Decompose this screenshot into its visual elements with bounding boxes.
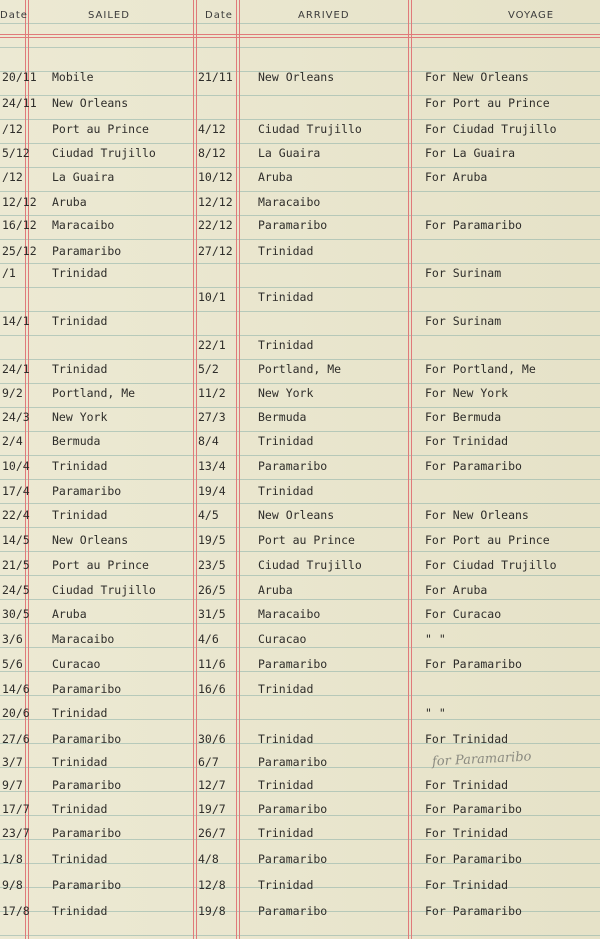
ledger-row	[0, 170, 600, 194]
voyage-destination: For Aruba	[425, 583, 488, 597]
voyage-destination: For Trinidad	[425, 778, 509, 792]
arrived-date: 4/5	[198, 508, 219, 522]
ledger-row	[0, 632, 600, 656]
arrived-port: Bermuda	[258, 410, 307, 424]
voyage-destination: For Trinidad	[425, 732, 509, 746]
sailed-date: 30/5	[2, 607, 30, 621]
arrived-port: La Guaira	[258, 146, 321, 160]
voyage-destination: " "	[425, 706, 446, 720]
handwritten-note: for Paramaribo	[431, 749, 532, 770]
arrived-date: 12/12	[198, 195, 233, 209]
sailed-port: Paramaribo	[52, 778, 122, 792]
sailed-date: /1	[2, 266, 16, 280]
arrived-date: 23/5	[198, 558, 226, 572]
arrived-date: 4/8	[198, 852, 219, 866]
sailed-date: /12	[2, 170, 23, 184]
ledger-row	[0, 410, 600, 434]
sailed-date: 20/6	[2, 706, 30, 720]
sailed-port: Maracaibo	[52, 632, 115, 646]
ledger-row	[0, 459, 600, 483]
arrived-date: 10/12	[198, 170, 233, 184]
voyage-destination: For Curacao	[425, 607, 502, 621]
sailed-port: Trinidad	[52, 266, 108, 280]
sailed-date: 27/6	[2, 732, 30, 746]
voyage-destination: " "	[425, 632, 446, 646]
arrived-date: 21/11	[198, 70, 233, 84]
ledger-row	[0, 778, 600, 802]
ledger-row	[0, 266, 600, 290]
arrived-date: 11/2	[198, 386, 226, 400]
voyage-destination: For Trinidad	[425, 826, 509, 840]
sailed-port: New York	[52, 410, 108, 424]
ledger-row	[0, 244, 600, 268]
header-arrived: ARRIVED	[298, 10, 350, 21]
arrived-date: 6/7	[198, 755, 219, 769]
arrived-date: 11/6	[198, 657, 226, 671]
ledger-row	[0, 146, 600, 170]
arrived-port: Trinidad	[258, 484, 314, 498]
voyage-destination: For Trinidad	[425, 878, 509, 892]
sailed-port: Trinidad	[52, 459, 108, 473]
arrived-date: 30/6	[198, 732, 226, 746]
ledger-row	[0, 96, 600, 120]
sailed-port: Aruba	[52, 195, 87, 209]
sailed-port: Trinidad	[52, 802, 108, 816]
header-date-sailed: Date	[0, 10, 28, 21]
sailed-date: 9/8	[2, 878, 23, 892]
sailed-port: Trinidad	[52, 314, 108, 328]
sailed-date: 1/8	[2, 852, 23, 866]
arrived-date: 4/6	[198, 632, 219, 646]
arrived-port: Aruba	[258, 170, 293, 184]
sailed-date: 24/1	[2, 362, 30, 376]
voyage-destination: For Bermuda	[425, 410, 502, 424]
sailed-date: 14/1	[2, 314, 30, 328]
ledger-row	[0, 290, 600, 314]
sailed-date: 20/11	[2, 70, 37, 84]
sailed-port: Bermuda	[52, 434, 101, 448]
sailed-port: Mobile	[52, 70, 94, 84]
ledger-row	[0, 583, 600, 607]
arrived-port: Ciudad Trujillo	[258, 558, 362, 572]
sailed-port: Paramaribo	[52, 732, 122, 746]
header-rule	[0, 34, 600, 35]
header-rule-double	[0, 37, 600, 38]
arrived-port: Trinidad	[258, 732, 314, 746]
voyage-destination: For Surinam	[425, 266, 502, 280]
arrived-date: 27/3	[198, 410, 226, 424]
arrived-port: Trinidad	[258, 434, 314, 448]
sailed-port: Paramaribo	[52, 244, 122, 258]
arrived-port: New York	[258, 386, 314, 400]
arrived-date: 19/5	[198, 533, 226, 547]
arrived-date: 12/7	[198, 778, 226, 792]
sailed-date: 3/7	[2, 755, 23, 769]
arrived-port: Portland, Me	[258, 362, 342, 376]
sailed-date: 14/6	[2, 682, 30, 696]
sailed-port: Paramaribo	[52, 878, 122, 892]
ledger-row	[0, 852, 600, 876]
arrived-date: 16/6	[198, 682, 226, 696]
arrived-date: 8/12	[198, 146, 226, 160]
sailed-date: 16/12	[2, 218, 37, 232]
arrived-port: Trinidad	[258, 338, 314, 352]
arrived-date: 31/5	[198, 607, 226, 621]
sailed-date: 24/3	[2, 410, 30, 424]
sailed-date: 17/7	[2, 802, 30, 816]
arrived-port: New Orleans	[258, 70, 335, 84]
sailed-port: Paramaribo	[52, 826, 122, 840]
sailed-date: 9/2	[2, 386, 23, 400]
sailed-port: Trinidad	[52, 852, 108, 866]
arrived-port: Trinidad	[258, 682, 314, 696]
ledger-row	[0, 218, 600, 242]
sailed-date: 23/7	[2, 826, 30, 840]
arrived-port: Ciudad Trujillo	[258, 122, 362, 136]
sailed-port: Aruba	[52, 607, 87, 621]
sailed-date: 5/12	[2, 146, 30, 160]
arrived-port: Port au Prince	[258, 533, 355, 547]
arrived-port: Curacao	[258, 632, 307, 646]
arrived-port: Paramaribo	[258, 904, 328, 918]
arrived-date: 19/4	[198, 484, 226, 498]
sailed-port: Curacao	[52, 657, 101, 671]
arrived-date: 19/7	[198, 802, 226, 816]
arrived-date: 4/12	[198, 122, 226, 136]
arrived-port: Paramaribo	[258, 657, 328, 671]
arrived-date: 27/12	[198, 244, 233, 258]
sailed-date: 21/5	[2, 558, 30, 572]
voyage-destination: For Aruba	[425, 170, 488, 184]
sailed-date: 24/11	[2, 96, 37, 110]
arrived-date: 22/1	[198, 338, 226, 352]
sailed-date: 25/12	[2, 244, 37, 258]
ledger-row	[0, 434, 600, 458]
arrived-port: Trinidad	[258, 826, 314, 840]
sailed-date: 5/6	[2, 657, 23, 671]
arrived-port: Maracaibo	[258, 607, 321, 621]
sailed-date: 17/8	[2, 904, 30, 918]
arrived-date: 19/8	[198, 904, 226, 918]
arrived-port: Trinidad	[258, 878, 314, 892]
sailed-port: Trinidad	[52, 362, 108, 376]
sailed-port: Trinidad	[52, 706, 108, 720]
voyage-destination: For Paramaribo	[425, 218, 522, 232]
ledger-row	[0, 70, 600, 94]
sailed-date: /12	[2, 122, 23, 136]
sailed-port: Trinidad	[52, 904, 108, 918]
arrived-port: Trinidad	[258, 778, 314, 792]
voyage-destination: For Trinidad	[425, 434, 509, 448]
voyage-destination: For Port au Prince	[425, 533, 550, 547]
arrived-date: 22/12	[198, 218, 233, 232]
arrived-date: 12/8	[198, 878, 226, 892]
sailed-port: La Guaira	[52, 170, 115, 184]
sailed-port: Maracaibo	[52, 218, 115, 232]
sailed-port: New Orleans	[52, 96, 129, 110]
ledger-row	[0, 607, 600, 631]
ledger-row	[0, 558, 600, 582]
voyage-destination: For Paramaribo	[425, 459, 522, 473]
arrived-date: 10/1	[198, 290, 226, 304]
sailed-port: Paramaribo	[52, 682, 122, 696]
voyage-destination: For Ciudad Trujillo	[425, 122, 557, 136]
sailed-date: 10/4	[2, 459, 30, 473]
ledger-row	[0, 195, 600, 219]
voyage-destination: For Portland, Me	[425, 362, 536, 376]
sailed-date: 2/4	[2, 434, 23, 448]
sailed-port: Trinidad	[52, 508, 108, 522]
arrived-date: 5/2	[198, 362, 219, 376]
sailed-date: 17/4	[2, 484, 30, 498]
voyage-destination: For Paramaribo	[425, 802, 522, 816]
voyage-destination: For New York	[425, 386, 509, 400]
sailed-port: Port au Prince	[52, 558, 149, 572]
arrived-port: Paramaribo	[258, 755, 328, 769]
sailed-port: Port au Prince	[52, 122, 149, 136]
sailed-date: 12/12	[2, 195, 37, 209]
arrived-port: Aruba	[258, 583, 293, 597]
ledger-row	[0, 122, 600, 146]
arrived-port: Paramaribo	[258, 852, 328, 866]
arrived-port: Trinidad	[258, 290, 314, 304]
sailed-date: 22/4	[2, 508, 30, 522]
ledger-row	[0, 362, 600, 386]
ledger-row	[0, 533, 600, 557]
ledger-row	[0, 802, 600, 826]
voyage-destination: For Surinam	[425, 314, 502, 328]
arrived-date: 26/7	[198, 826, 226, 840]
arrived-port: Maracaibo	[258, 195, 321, 209]
ledger-row	[0, 904, 600, 928]
ledger-row	[0, 878, 600, 902]
voyage-destination: For Paramaribo	[425, 657, 522, 671]
ledger-row	[0, 484, 600, 508]
voyage-destination: For New Orleans	[425, 70, 529, 84]
ledger-row	[0, 706, 600, 730]
voyage-destination: For New Orleans	[425, 508, 529, 522]
sailed-port: Portland, Me	[52, 386, 136, 400]
arrived-date: 26/5	[198, 583, 226, 597]
sailed-date: 3/6	[2, 632, 23, 646]
ledger-row	[0, 826, 600, 850]
sailed-port: Trinidad	[52, 755, 108, 769]
voyage-destination: For La Guaira	[425, 146, 516, 160]
ledger-row	[0, 314, 600, 338]
arrived-port: New Orleans	[258, 508, 335, 522]
sailed-port: Ciudad Trujillo	[52, 146, 156, 160]
ledger-row	[0, 386, 600, 410]
voyage-destination: For Paramaribo	[425, 852, 522, 866]
sailed-date: 9/7	[2, 778, 23, 792]
header-sailed: SAILED	[88, 10, 130, 21]
arrived-port: Trinidad	[258, 244, 314, 258]
sailed-date: 14/5	[2, 533, 30, 547]
arrived-port: Paramaribo	[258, 802, 328, 816]
ledger-row	[0, 657, 600, 681]
ledger-row	[0, 508, 600, 532]
header-date-arrived: Date	[205, 10, 233, 21]
ledger-row	[0, 682, 600, 706]
arrived-date: 13/4	[198, 459, 226, 473]
ledger-row	[0, 338, 600, 362]
sailed-date: 24/5	[2, 583, 30, 597]
voyage-destination: For Port au Prince	[425, 96, 550, 110]
arrived-port: Paramaribo	[258, 218, 328, 232]
voyage-destination: For Paramaribo	[425, 904, 522, 918]
sailed-port: Paramaribo	[52, 484, 122, 498]
sailed-port: Ciudad Trujillo	[52, 583, 156, 597]
arrived-date: 8/4	[198, 434, 219, 448]
header-voyage: VOYAGE	[508, 10, 555, 21]
arrived-port: Paramaribo	[258, 459, 328, 473]
voyage-destination: For Ciudad Trujillo	[425, 558, 557, 572]
sailed-port: New Orleans	[52, 533, 129, 547]
